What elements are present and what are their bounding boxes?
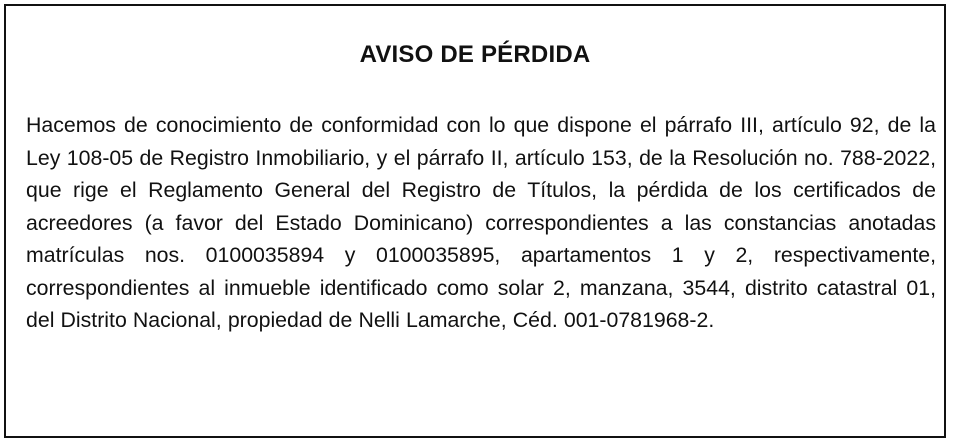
notice-title: AVISO DE PÉRDIDA — [359, 41, 591, 68]
notice-body: Hacemos de conocimiento de conformidad con lo que dispone el párrafo III, artículo 92, de la Ley 108-05 de Registro Inmobiliario, y el párrafo II, artículo 153, de la Resolución no. 788-2022, que rige el Reglamento General del Registro de Títulos, la pérdida de los certificados de acreedores (a favor del Estado Dominicano) correspondientes a las constancias anotadas matrículas nos. 0100035894 y 0100035895, apartamentos 1 y 2, respectivamente, correspondientes al inmueble identificado como solar 2, manzana, 3544, distrito catastral 01, del Distrito Nacional, propiedad de Nelli Lamarche, Céd. 001-0781968-2. — [26, 113, 936, 332]
notice-frame — [4, 4, 946, 438]
